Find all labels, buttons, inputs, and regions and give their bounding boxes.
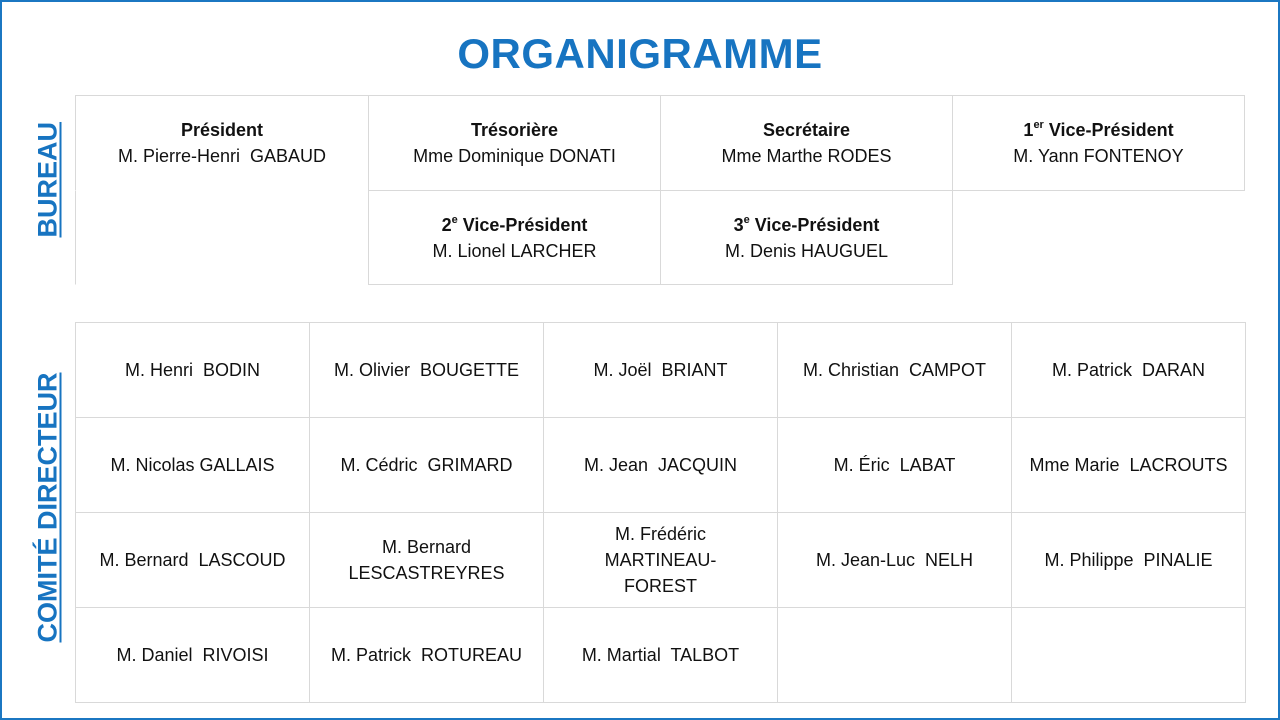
comite-cell [543,512,778,608]
bureau-cell-vp1 [952,95,1245,191]
bureau-role: 2e Vice-Président [441,213,588,235]
bureau-label: BUREAU [32,121,63,238]
comite-member-name: M. Henri BODIN [124,360,261,380]
bureau-cell-secretaire [660,95,953,191]
comite-cell [75,512,310,608]
bureau-member-name: M. Pierre-Henri GABAUD [117,146,327,166]
bureau-cell-president [75,95,369,191]
bureau-role: Trésorière [470,120,559,140]
comite-member-name: M. Frédéric MARTINEAU-FOREST [604,524,717,596]
bureau-member-name: M. Lionel LARCHER [432,240,597,261]
comite-cell [543,417,778,513]
bureau-member-name: Mme Dominique DONATI [413,146,616,166]
comite-member-name: M. Patrick DARAN [1051,360,1206,380]
comite-cell [777,322,1012,418]
comite-member-name: Mme Marie LACROUTS [1029,455,1228,475]
comite-member-name: M. Philippe PINALIE [1044,550,1213,570]
bureau-cell-vp3 [660,190,953,285]
bureau-role: Secrétaire [762,120,851,140]
comite-label: COMITÉ DIRECTEUR [32,372,63,643]
bureau-member-name: M. Denis HAUGUEL [724,240,889,261]
comite-member-name: M. Bernard LASCOUD [99,550,286,570]
comite-member-name: M. Daniel RIVOISI [116,645,269,665]
comite-member-name: M. Éric LABAT [833,455,956,475]
comite-cell [309,322,544,418]
comite-member-name: M. Cédric GRIMARD [340,455,513,475]
bureau-cell-empty [75,190,369,285]
comite-cell [777,607,1012,703]
comite-member-name: M. Christian CAMPOT [802,360,987,380]
comite-member-name: M. Olivier BOUGETTE [333,360,519,380]
comite-cell [75,607,310,703]
bureau-role: Président [180,120,264,140]
comite-cell [75,322,310,418]
page-title: ORGANIGRAMME [457,30,823,77]
comite-cell [75,417,310,513]
comite-cell [777,512,1012,608]
comite-cell [543,607,778,703]
comite-member-name: M. Jean JACQUIN [583,455,738,475]
comite-member-name: M. Joël BRIANT [593,360,728,380]
comite-cell [1011,512,1246,608]
bureau-cell-vp2 [368,190,661,285]
bureau-member-name: Mme Marthe RODES [721,146,892,166]
comite-cell [1011,417,1246,513]
comite-cell [1011,607,1246,703]
comite-cell [1011,322,1246,418]
comite-member-name: M. Martial TALBOT [581,645,740,665]
comite-member-name: M. Nicolas GALLAIS [110,455,275,475]
bureau-member-name: M. Yann FONTENOY [1013,146,1184,166]
bureau-cell-tresoriere [368,95,661,191]
comite-cell [543,322,778,418]
comite-cell [309,512,544,608]
comite-cell [309,607,544,703]
bureau-role: 1er Vice-Président [1023,119,1174,140]
comite-member-name: M. Bernard LESCASTREYRES [348,537,505,583]
comite-cell [309,417,544,513]
comite-cell [777,417,1012,513]
bureau-role: 3e Vice-Président [733,213,880,235]
comite-member-name: M. Jean-Luc NELH [815,550,974,570]
comite-member-name: M. Patrick ROTUREAU [330,645,522,665]
